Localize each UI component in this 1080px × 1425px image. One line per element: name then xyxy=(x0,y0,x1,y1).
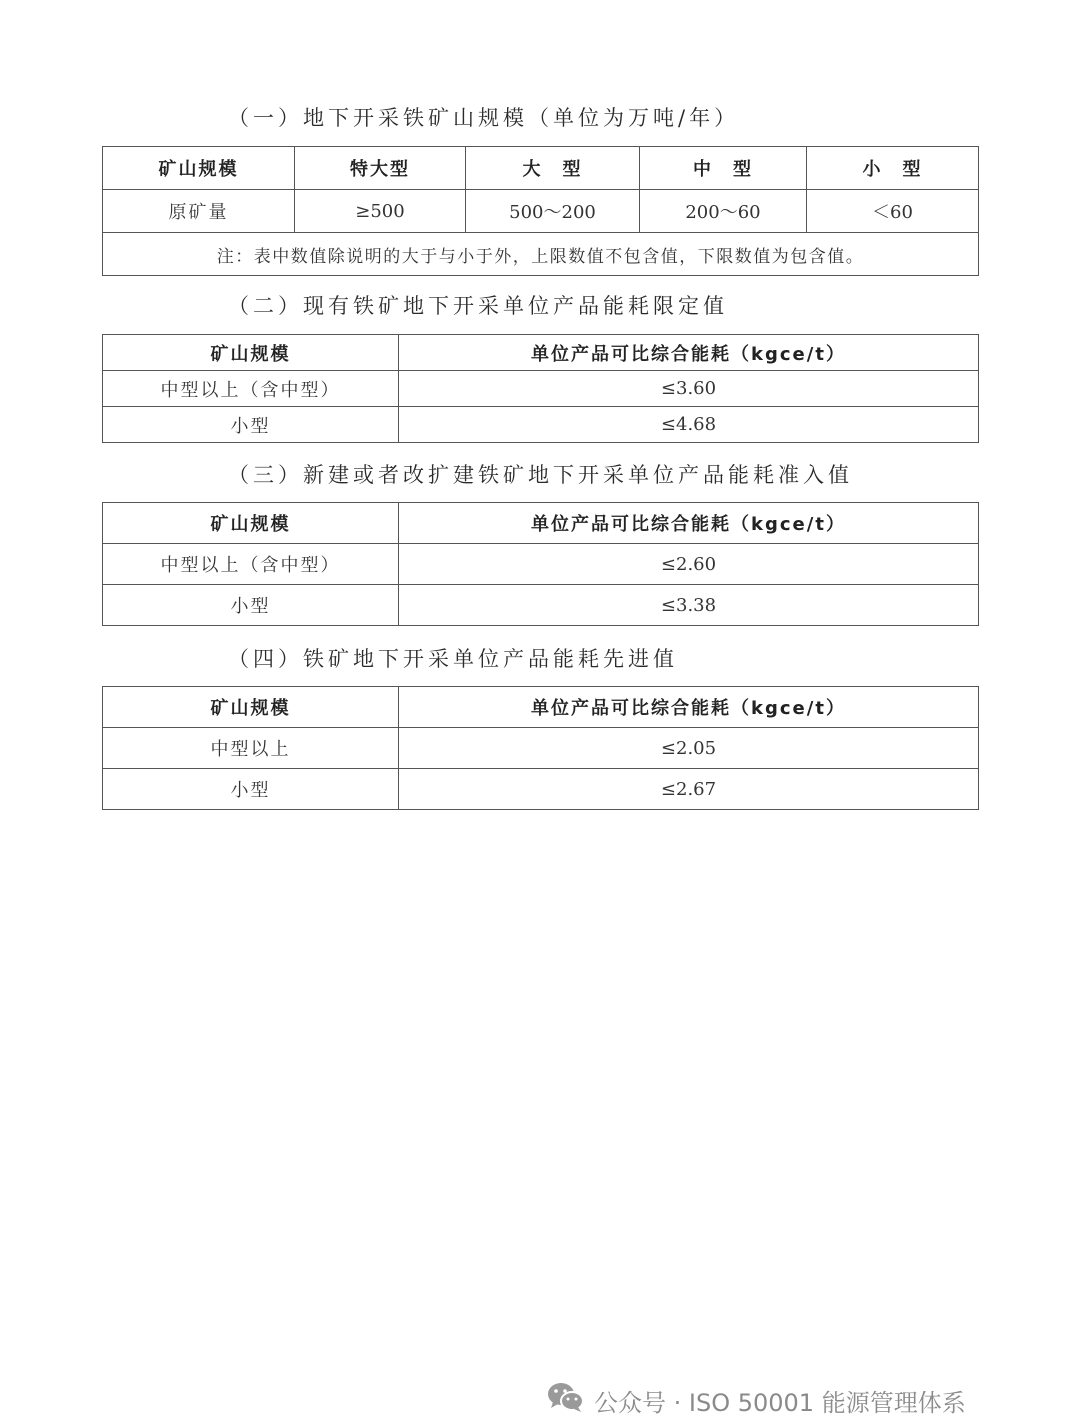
table-header-row xyxy=(103,335,979,371)
table-cell: ≤4.68 xyxy=(399,407,979,443)
table-cell: 中型以上 xyxy=(103,728,399,769)
watermark xyxy=(546,1380,966,1420)
table-cell: 500～200 xyxy=(466,190,640,233)
table-row xyxy=(103,769,979,810)
table-header-row xyxy=(103,687,979,728)
table-cell: 小型 xyxy=(103,585,399,626)
header-cell: 矿山规模 xyxy=(103,147,295,190)
table-row xyxy=(103,585,979,626)
table-cell: ≤2.05 xyxy=(399,728,979,769)
advanced-value-table xyxy=(102,686,979,810)
header-cell: 矿山规模 xyxy=(103,687,399,728)
table-row xyxy=(103,371,979,407)
table-row xyxy=(103,190,979,233)
table-cell: 小型 xyxy=(103,407,399,443)
section2-heading: （二）现有铁矿地下开采单位产品能耗限定值 xyxy=(228,294,728,318)
header-cell: 单位产品可比综合能耗（kgce/t） xyxy=(399,687,979,728)
header-cell: 矿山规模 xyxy=(103,335,399,371)
table-row xyxy=(103,544,979,585)
entry-value-table xyxy=(102,502,979,626)
limit-value-table xyxy=(102,334,979,443)
header-cell: 单位产品可比综合能耗（kgce/t） xyxy=(399,335,979,371)
header-cell: 中 型 xyxy=(640,147,807,190)
table-cell: ≤3.60 xyxy=(399,371,979,407)
table-cell: 200～60 xyxy=(640,190,807,233)
table-header-row xyxy=(103,147,979,190)
table-cell: ≤2.60 xyxy=(399,544,979,585)
table-row xyxy=(103,407,979,443)
table-row xyxy=(103,728,979,769)
table-cell: ≤2.67 xyxy=(399,769,979,810)
section1-heading: （一）地下开采铁矿山规模（单位为万吨/年） xyxy=(228,106,740,130)
watermark-text: 公众号 · ISO 50001 能源管理体系 xyxy=(594,1388,966,1417)
section4-heading: （四）铁矿地下开采单位产品能耗先进值 xyxy=(228,647,678,671)
wechat-icon xyxy=(546,1380,586,1420)
table-cell: 小型 xyxy=(103,769,399,810)
header-cell: 大 型 xyxy=(466,147,640,190)
header-cell: 小 型 xyxy=(807,147,979,190)
table-cell: 中型以上（含中型） xyxy=(103,544,399,585)
table-cell: 中型以上（含中型） xyxy=(103,371,399,407)
table-header-row xyxy=(103,503,979,544)
section3-heading: （三）新建或者改扩建铁矿地下开采单位产品能耗准入值 xyxy=(228,463,853,487)
table-cell: ≤3.38 xyxy=(399,585,979,626)
header-cell: 矿山规模 xyxy=(103,503,399,544)
table-cell: ＜60 xyxy=(807,190,979,233)
table-cell: ≥500 xyxy=(295,190,466,233)
table-note: 注：表中数值除说明的大于与小于外，上限数值不包含值，下限数值为包含值。 xyxy=(103,233,979,276)
mine-scale-table xyxy=(102,146,979,276)
header-cell: 单位产品可比综合能耗（kgce/t） xyxy=(399,503,979,544)
header-cell: 特大型 xyxy=(295,147,466,190)
table-cell: 原矿量 xyxy=(103,190,295,233)
table-note-row xyxy=(103,233,979,276)
